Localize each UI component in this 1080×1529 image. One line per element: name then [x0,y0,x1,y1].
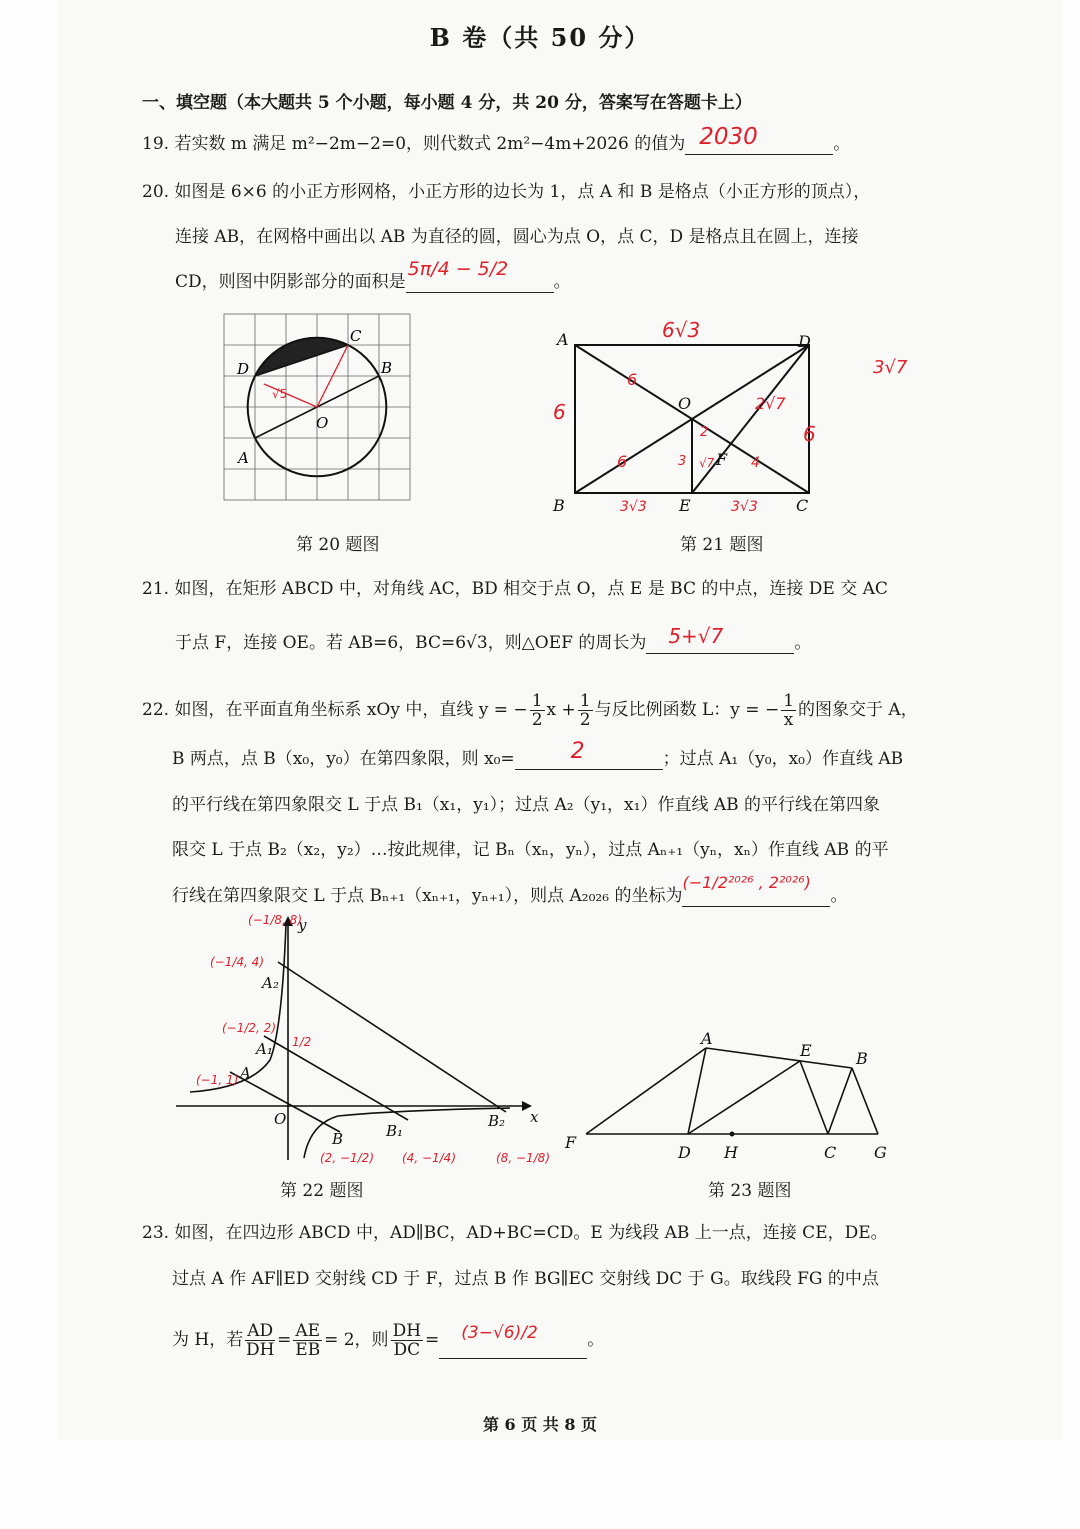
hw-note: √5 [272,387,288,401]
label-c: C [824,1143,837,1162]
page-footer: 第 6 页 共 8 页 [482,1415,598,1434]
q23-blank[interactable] [439,1323,587,1359]
figure-21-caption: 第 21 题图 [680,535,764,555]
segment-ad [688,1048,706,1134]
segment-bg [852,1068,878,1134]
q23-line3a: 为 H，若 [172,1330,244,1350]
label-a: A [557,330,569,349]
q20-line1: 20. 如图是 6×6 的小正方形网格，小正方形的边长为 1，点 A 和 B 是格点（小正方形的顶点）， [142,182,871,202]
label-y: y [298,916,307,934]
hw-p2: (−1/4, 4) [210,955,264,969]
label-b: B [856,1049,868,1068]
hw-of: 2 [700,425,709,440]
page-title: B 卷（共 50 分） [429,23,651,52]
q22-answer-x0: 2 [570,739,585,764]
hw-fd: 2√7 [755,394,786,413]
label-d: D [798,332,811,351]
label-d: D [237,360,250,378]
q19-answer: 2030 [699,124,758,150]
segment-af [586,1048,706,1134]
q19-text: 19. 若实数 m 满足 m²−2m−2=0，则代数式 2m²−4m+2026 的值为 [142,134,686,154]
hw-fc: 4 [751,455,760,471]
label-x: x [530,1108,539,1126]
hw-p5: (2, −1/2) [320,1151,374,1165]
segment-bc [828,1068,852,1134]
label-b: B [332,1130,344,1148]
q21-line2-text: 于点 F，连接 OE。若 AB=6，BC=6√3，则△OEF 的周长为 [175,633,647,653]
q23-line1: 23. 如图，在四边形 ABCD 中，AD∥BC，AD+BC=CD。E 为线段 AB 上一点，连接 CE，DE。 [142,1223,888,1243]
hw-ao: 6 [627,370,638,389]
q22-blank-x0[interactable] [515,739,663,770]
label-b2: B₂ [488,1112,506,1130]
figure-20 [220,310,420,520]
hw-bo: 6 [617,452,628,471]
q22-line3: 的平行线在第四象限交 L 于点 B₁（x₁，y₁）；过点 A₂（y₁，x₁）作直线 AB 的平行线在第四象 [172,795,881,815]
figure-21 [545,315,925,525]
point-h [730,1132,735,1137]
hw-p7: (8, −1/8) [496,1151,550,1165]
hw-side: 3√7 [873,357,908,378]
q20-line2: 连接 AB，在网格中画出以 AB 为直径的圆，圆心为点 O，点 C，D 是格点且在圆上，连接 [175,227,859,247]
label-f: F [565,1133,577,1152]
q22-line1a: 22. 如图，在平面直角坐标系 xOy 中，直线 y = − [142,700,528,720]
label-o: O [316,414,329,432]
q22-line2 [172,739,904,770]
segment-ec [800,1061,828,1134]
label-b1: B₁ [386,1122,404,1140]
q21-line2 [175,624,812,654]
label-c: C [796,496,809,515]
q22-line4: 限交 L 于点 B₂（x₂，y₂）…按此规律，记 Bₙ（xₙ，yₙ），过点 Aₙ₊₁（yₙ，xₙ）作直线 AB 的平 [172,840,889,860]
label-d: D [678,1143,691,1162]
label-c: C [350,327,362,345]
hw-ec: 3√3 [731,499,758,515]
q23-line3: 为 H，若 $\frac{AD}{DH}$ = $\frac{AE}{EB}$ = 2，则 $\frac{DH}{DC}$ = (3−√6)/2 。 [172,1321,605,1360]
question-19 [142,124,851,155]
fraction-one-over-x: $\frac{1}{x}$ [783,691,795,730]
label-a: A [240,1064,251,1082]
hw-p3: (−1/2, 2) [222,1021,276,1035]
hw-left: 6 [553,400,566,424]
label-a2: A₂ [262,974,279,992]
q21-end: 。 [794,633,812,653]
q21-line1: 21. 如图，在矩形 ABCD 中，对角线 AC，BD 相交于点 O，点 E 是 BC 的中点，连接 DE 交 AC [142,579,888,599]
q22-line5 [172,873,848,907]
label-b: B [381,359,393,377]
fraction-ad-dh: $\frac{AD}{DH}$ [245,1321,275,1360]
hyperbola-branch-2 [190,924,286,1092]
figure-20-caption: 第 20 题图 [296,535,380,555]
q22-line2a: B 两点，点 B（x₀，y₀）在第四象限，则 x₀= [172,749,515,769]
q19-end: 。 [833,134,851,154]
label-a: A [701,1029,713,1048]
q21-blank[interactable] [646,624,794,654]
segment-ab [706,1048,852,1068]
figure-23-caption: 第 23 题图 [708,1181,792,1201]
q22-blank-a2026[interactable] [682,873,830,907]
segment-ed [688,1061,800,1134]
q22-answer-a2026: (−1/2²⁰²⁶ , 2²⁰²⁶) [682,873,811,892]
q23-line2: 过点 A 作 AF∥ED 交射线 CD 于 F，过点 B 作 BG∥EC 交射线 DC 于 G。取线段 FG 的中点 [172,1269,879,1289]
q20-end: 。 [553,272,571,292]
q20-line3-text: CD，则图中阴影部分的面积是 [175,272,406,292]
q22-line1b: x + [546,700,576,720]
q22-line1 [142,692,918,729]
hw-right: 6 [803,422,816,446]
label-o: O [274,1110,287,1128]
q22-line2b: ；过点 A₁（y₀，x₀）作直线 AB [662,749,904,769]
q22-line5-text: 行线在第四象限交 L 于点 Bₙ₊₁（xₙ₊₁，yₙ₊₁），则点 A₂₀₂₆ 的坐标为 [172,886,683,906]
label-e: E [800,1041,812,1060]
q21-answer: 5+√7 [668,624,724,648]
q20-answer: 5π/4 − 5/2 [407,258,509,280]
fraction-dh-dc: $\frac{DH}{DC}$ [392,1321,422,1360]
q19-blank[interactable] [685,124,833,155]
q23-answer: (3−√6)/2 [461,1323,538,1343]
label-b: B [553,496,565,515]
section-title: 一、填空题（本大题共 5 个小题，每小题 4 分，共 20 分，答案写在答题卡上） [142,93,752,113]
figure-22 [170,910,560,1170]
hw-be: 3√3 [620,499,647,515]
q22-end: 。 [830,886,848,906]
line-a1b1 [264,1036,408,1120]
q23-line3b: = 2，则 [324,1330,389,1350]
label-h: H [724,1143,738,1162]
hw-oe: 3 [678,454,687,469]
figure-23 [560,1030,900,1170]
q22-line1c: 与反比例函数 L：y = − [594,700,780,720]
figure-22-caption: 第 22 题图 [280,1181,364,1201]
label-a1: A₁ [256,1040,273,1058]
line-a2b2 [278,962,506,1112]
q20-line3 [175,258,571,293]
label-a: A [238,449,249,467]
label-g: G [874,1143,887,1162]
fraction-half-2: $\frac{1}{2}$ [579,691,591,730]
q22-line1d: 的图象交于 A， [798,700,918,720]
hw-p1: (−1/8, 8) [248,913,302,927]
label-e: E [679,496,691,515]
q20-blank[interactable] [406,258,554,293]
hw-top: 6√3 [662,318,701,342]
hw-fe: √7 [699,456,715,470]
hw-p4: (−1, 1) [196,1073,239,1087]
hw-p6: (4, −1/4) [402,1151,456,1165]
hw-half: 1/2 [292,1035,312,1049]
fraction-ae-eb: $\frac{AE}{EB}$ [295,1321,321,1360]
label-f: F [716,450,728,469]
fraction-half-1: $\frac{1}{2}$ [531,691,543,730]
label-o: O [678,394,692,413]
q23-end: 。 [587,1330,605,1350]
